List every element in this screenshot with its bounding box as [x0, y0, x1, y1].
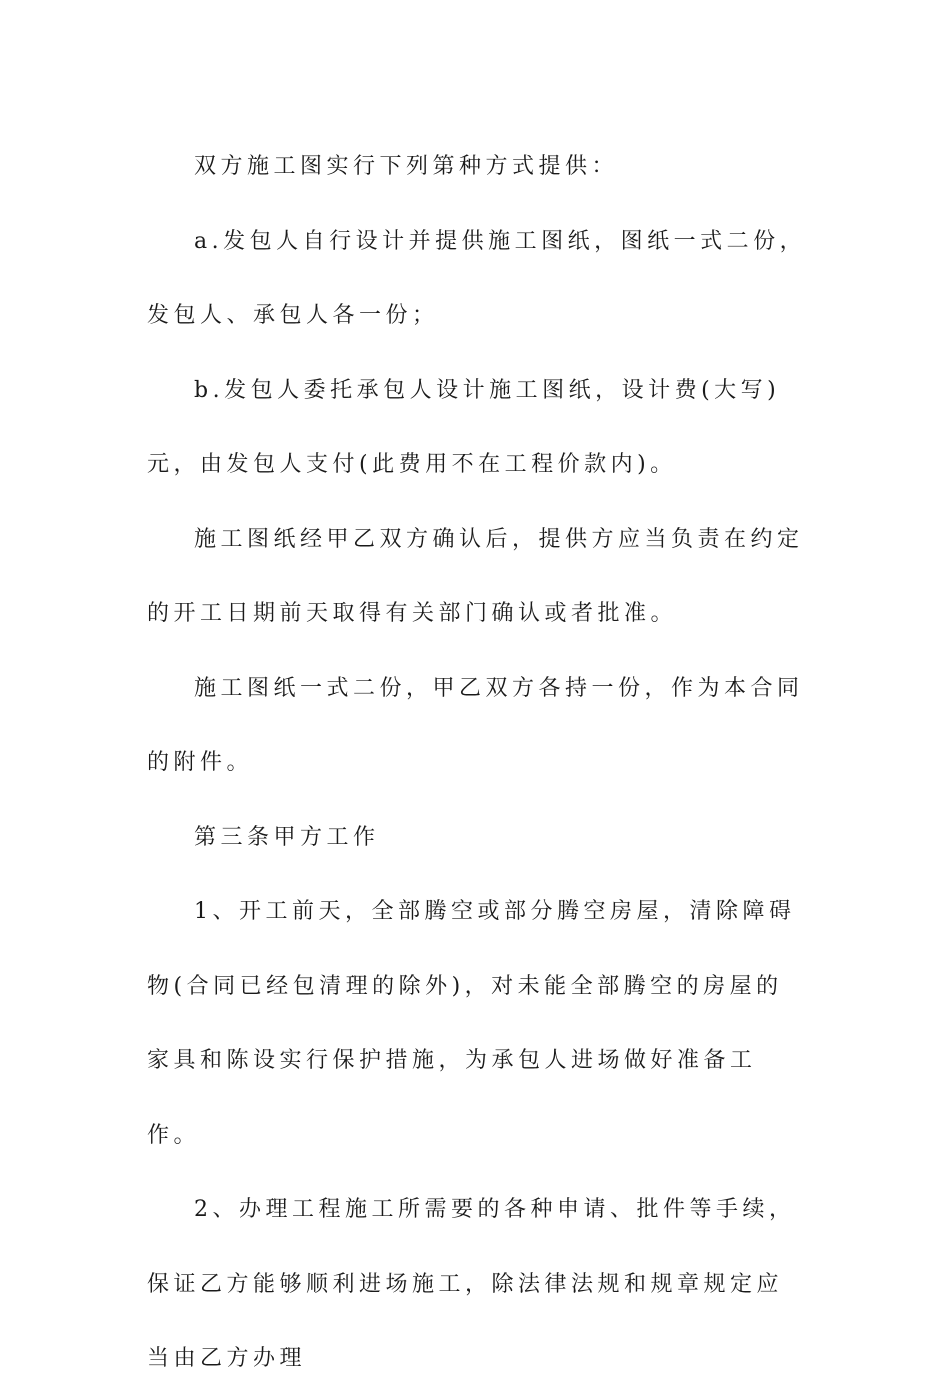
paragraph-drawing-copies: 施工图纸一式二份，甲乙双方各持一份，作为本合同的附件。: [147, 675, 804, 775]
section-heading-article-3: 第三条甲方工作: [194, 824, 380, 850]
paragraph-option-b: b.发包人委托承包人设计施工图纸，设计费(大写)元，由发包人支付(此费用不在工程价款内)。: [147, 377, 781, 477]
document-body: [147, 130, 807, 1397]
paragraph-drawing-confirmation: 施工图纸经甲乙双方确认后，提供方应当负责在约定的开工日期前天取得有关部门确认或者批准。: [147, 526, 804, 626]
paragraph-item-2: 2、办理工程施工所需要的各种申请、批件等手续，保证乙方能够顺利进场施工，除法律法规和规章规定应当由乙方办理: [147, 1197, 796, 1371]
paragraph-drawing-provision: 双方施工图实行下列第种方式提供：: [194, 154, 619, 179]
paragraph-item-1: 1、开工前天，全部腾空或部分腾空房屋，清除障碍物(合同已经包清理的除外)，对未能全部腾空的房屋的家具和陈设实行保护措施，为承包人进场做好准备工作。: [147, 899, 796, 1148]
paragraph-option-a: a.发包人自行设计并提供施工图纸，图纸一式二份，发包人、承包人各一份；: [147, 228, 807, 328]
